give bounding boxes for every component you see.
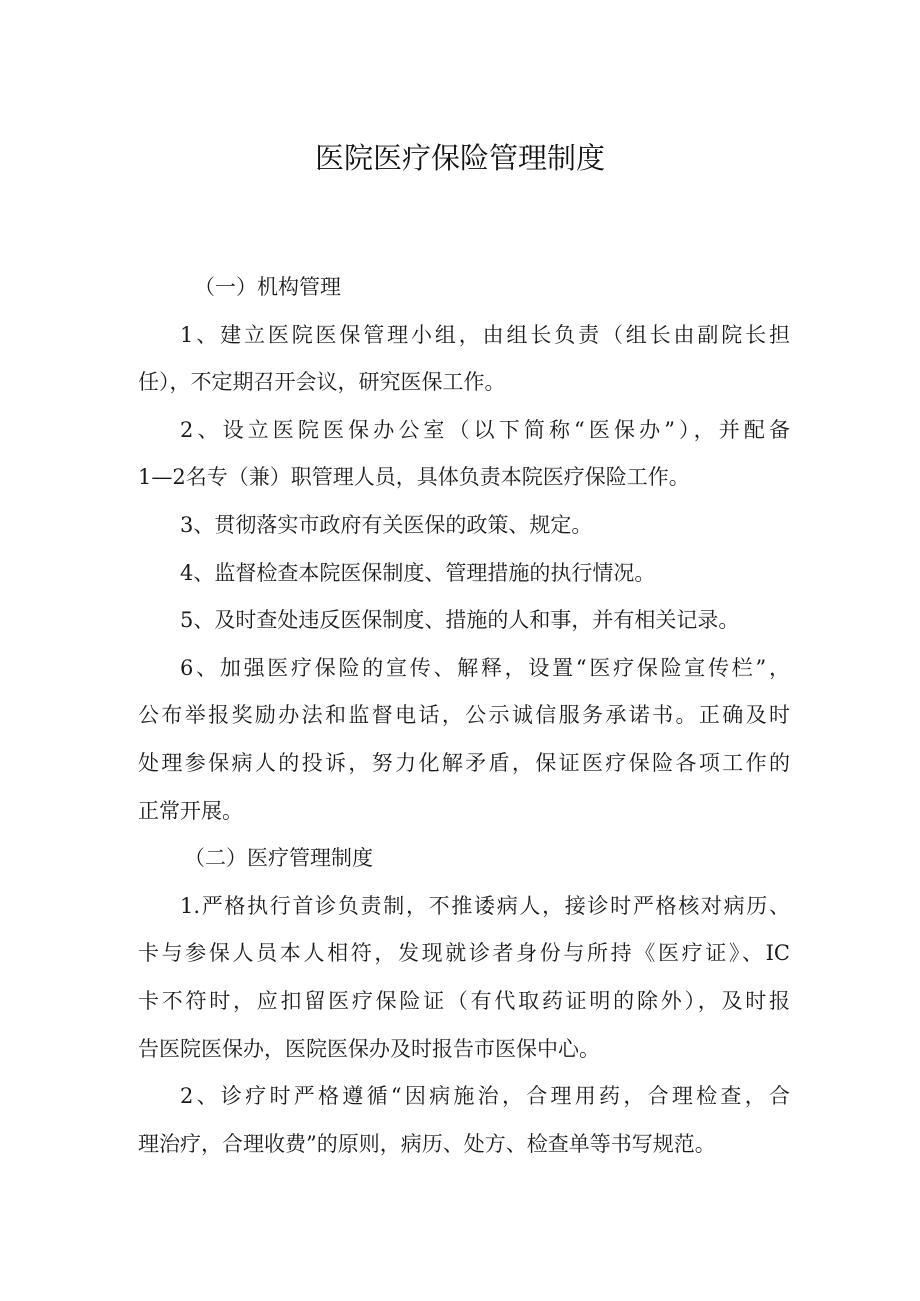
text-line: （二）医疗管理制度: [184, 846, 373, 871]
text-line: 5、及时查处违反医保制度、措施的人和事，并有相关记录。: [180, 608, 740, 633]
text-line: 2、设立医院医保办公室（以下简称“医保办”），并配备: [180, 417, 790, 442]
text-line: 1.严格执行首诊负责制，不推诿病人，接诊时严格核对病历、: [180, 893, 790, 918]
text-line: 1—2名专（兼）职管理人员，具体负责本院医疗保险工作。: [138, 465, 690, 490]
text-line: 2、诊疗时严格遵循“因病施治，合理用药，合理检查，合: [180, 1084, 790, 1109]
text-line: 6、加强医疗保险的宣传、解释，设置“医疗保险宣传栏”，: [180, 655, 790, 680]
text-line: （一）机构管理: [194, 275, 341, 299]
text-line: 1、建立医院医保管理小组，由组长负责（组长由副院长担: [180, 322, 790, 347]
text-line: 卡与参保人员本人相符，发现就诊者身份与所持《医疗证》、IC: [138, 941, 790, 966]
text-line: 任），不定期召开会议，研究医保工作。: [138, 370, 506, 395]
text-line: 理治疗，合理收费”的原则，病历、处方、检查单等书写规范。: [138, 1131, 716, 1156]
document-body: [138, 264, 790, 1168]
text-line: 告医院医保办，医院医保办及时报告市医保中心。: [138, 1036, 600, 1061]
text-line: 卡不符时，应扣留医疗保险证（有代取药证明的除外），及时报: [138, 988, 790, 1013]
text-line: 公布举报奖励办法和监督电话，公示诚信服务承诺书。正确及时: [138, 703, 790, 728]
text-line: 4、监督检查本院医保制度、管理措施的执行情况。: [180, 560, 656, 585]
text-line: 3、贯彻落实市政府有关医保的政策、规定。: [180, 512, 593, 537]
page-title: 医院医疗保险管理制度: [314, 141, 605, 175]
text-line: 正常开展。: [138, 798, 243, 823]
text-line: 处理参保病人的投诉，努力化解矛盾，保证医疗保险各项工作的: [138, 750, 790, 775]
